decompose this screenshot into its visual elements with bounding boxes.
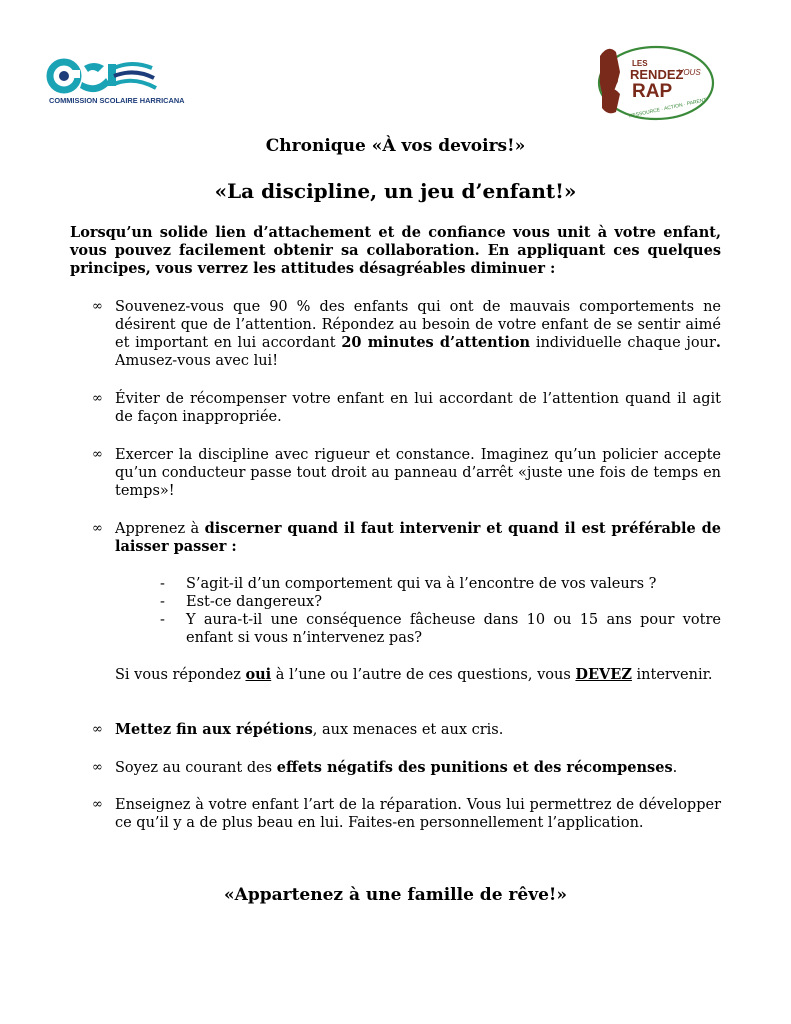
rap-logo-vous: VOUS bbox=[678, 68, 701, 77]
bullet-discerner bbox=[92, 520, 721, 556]
bullet-text: Soyez au courant des effets négatifs des punitions et des récompenses. bbox=[115, 759, 678, 776]
bullet-text: Apprenez à discerner quand il faut intervenir et quand il est préférable de laisser passer : bbox=[115, 520, 721, 555]
bullet-text: Éviter de récompenser votre enfant en lui accordant de l’attention quand il agit de façon inappropriée. bbox=[115, 391, 721, 425]
dash-bullet: - bbox=[160, 594, 165, 610]
intro-paragraph: Lorsqu’un solide lien d’attachement et de confiance vous unit à votre enfant, vous pouvez facilement obtenir sa collaboration. En appliquant ces quelques principes, vous verrez les attitudes désagréables diminuer : bbox=[70, 224, 721, 277]
infinity-bullet-icon: ∞ bbox=[92, 391, 103, 406]
rap-logo-tagline: RESSOURCE · ACTION · PARENT bbox=[628, 97, 708, 120]
chronique-title: Chronique «À vos devoirs!» bbox=[265, 136, 526, 156]
rap-logo-rap: RAP bbox=[632, 81, 673, 102]
bullet-text: Souvenez-vous que 90 % des enfants qui ont de mauvais comportements ne désirent que de l’attention. Répondez au besoin de votre enfant de se sentir aimé et important en lui accordant 20 minutes d’attention individuelle chaque jour. Amusez-vous avec lui! bbox=[115, 299, 721, 369]
closing-slogan: «Appartenez à une famille de rêve!» bbox=[224, 885, 567, 905]
rap-logo-mark bbox=[590, 42, 715, 124]
bullet-recompense bbox=[92, 390, 721, 426]
bullet-text: Exercer la discipline avec rigueur et constance. Imaginez qu’un policier accepte qu’un conducteur passe tout droit au panneau d’arrêt «juste une fois de temps en temps»! bbox=[115, 447, 721, 499]
bullet-text: Enseignez à votre enfant l’art de la réparation. Vous lui permettrez de développer ce qu’il y a de plus beau en lui. Faites-en personnellement l’application. bbox=[115, 797, 721, 831]
infinity-bullet-icon: ∞ bbox=[92, 521, 103, 536]
bold-emphasis: effets négatifs des punitions et des récompenses bbox=[276, 759, 673, 776]
bullet-effets bbox=[92, 759, 721, 777]
bullet-discipline bbox=[92, 446, 721, 500]
question-item-consequence: - Y aura-t-il une conséquence fâcheuse dans 10 ou 15 ans pour votre enfant si vous n’intervenez pas? bbox=[160, 612, 721, 646]
infinity-bullet-icon: ∞ bbox=[92, 447, 103, 462]
bold-emphasis: discerner quand il faut intervenir et quand il est préférable de laisser passer : bbox=[115, 520, 721, 555]
bullet-repetitions bbox=[92, 721, 721, 739]
bullet-attention bbox=[92, 298, 721, 370]
answer-paragraph: Si vous répondez oui à l’une ou l’autre de ces questions, vous DEVEZ intervenir. bbox=[115, 666, 713, 683]
bullet-text: Mettez fin aux répétions, aux menaces et aux cris. bbox=[115, 721, 504, 738]
infinity-bullet-icon: ∞ bbox=[92, 797, 103, 812]
bullet-reparation bbox=[92, 796, 721, 832]
commission-scolaire-logo bbox=[48, 56, 185, 108]
infinity-bullet-icon: ∞ bbox=[92, 722, 103, 737]
rap-logo-les: LES bbox=[632, 59, 648, 68]
devez-emphasis: DEVEZ bbox=[575, 666, 632, 683]
oui-emphasis: oui bbox=[245, 666, 272, 683]
infinity-bullet-icon: ∞ bbox=[92, 299, 103, 314]
question-item-danger: - Est-ce dangereux? bbox=[160, 594, 322, 610]
dash-bullet: - bbox=[160, 576, 165, 592]
headline: «La discipline, un jeu d’enfant!» bbox=[214, 179, 577, 203]
rendez-vous-rap-logo bbox=[590, 42, 715, 124]
csh-logo-mark bbox=[48, 56, 185, 108]
bold-emphasis: Mettez fin aux répétions bbox=[115, 721, 313, 738]
question-item-valeurs: - S’agit-il d’un comportement qui va à l’encontre de vos valeurs ? bbox=[160, 576, 657, 592]
dash-bullet: - bbox=[160, 612, 165, 628]
infinity-bullet-icon: ∞ bbox=[92, 760, 103, 775]
bold-emphasis: 20 minutes d’attention bbox=[341, 334, 531, 351]
rap-logo-rendez: RENDEZ bbox=[630, 67, 684, 82]
csh-logo-text: COMMISSION SCOLAIRE HARRICANA bbox=[49, 96, 185, 105]
